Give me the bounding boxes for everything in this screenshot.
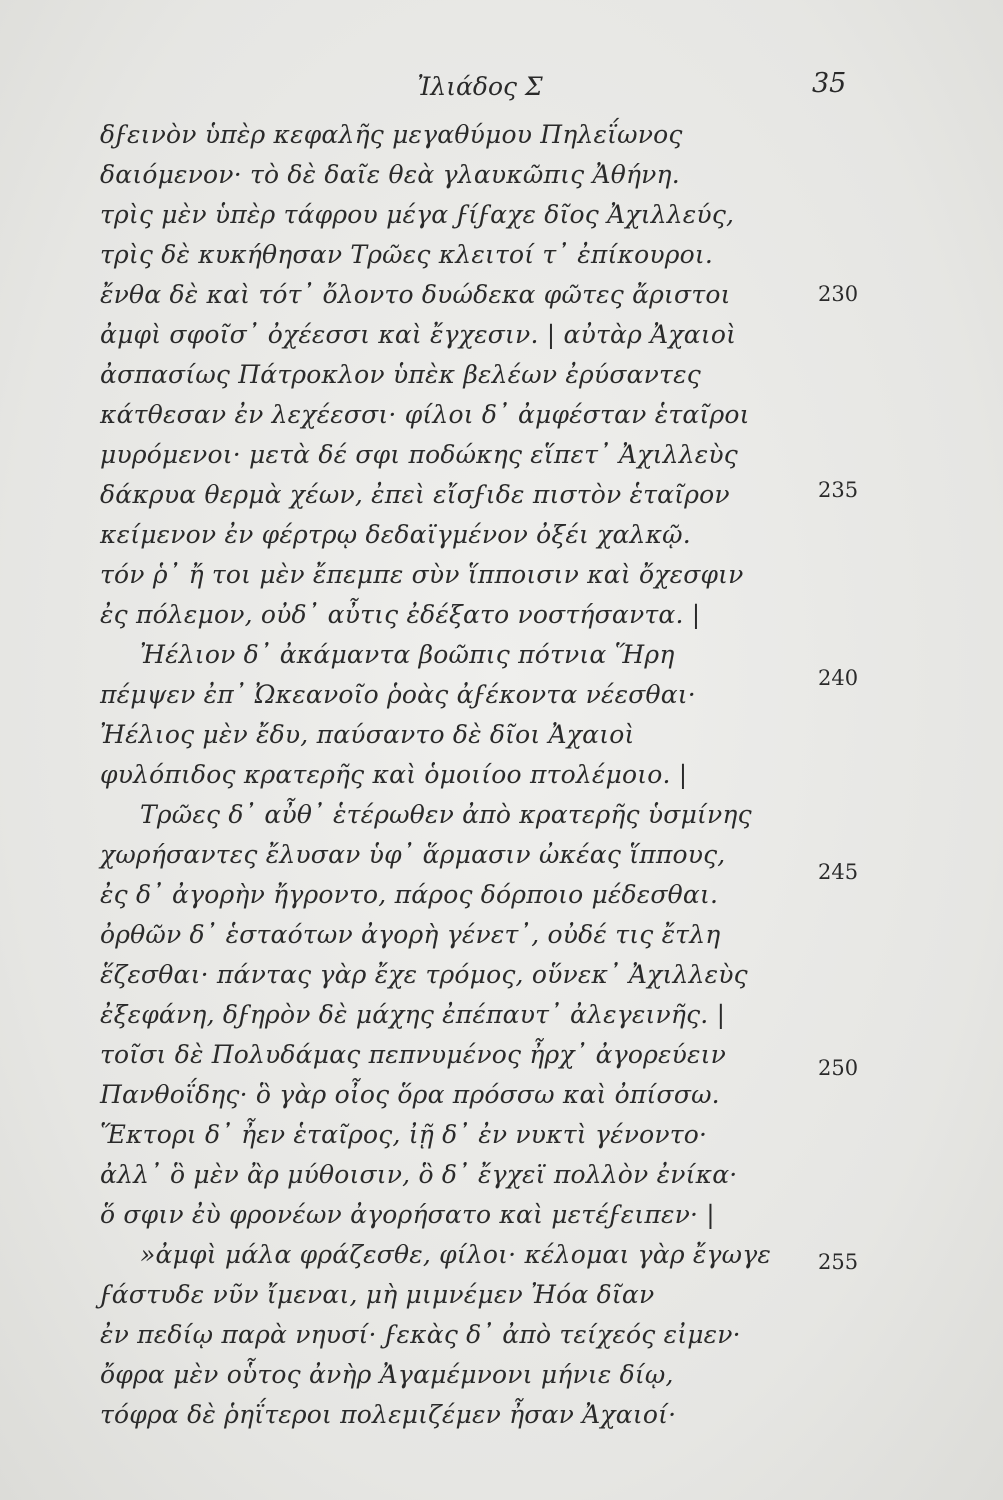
- verse-line: δάκρυα θερμὰ χέων, ἐπεὶ εἴσϝιδε πιστὸν ἑταῖρον: [100, 480, 730, 509]
- page-number: 35: [812, 68, 847, 99]
- verse-line: μυρόμενοι· μετὰ δέ σφι ποδώκης εἵπετ᾽ Ἀχιλλεὺς: [100, 440, 738, 469]
- verse-line: ὄφρα μὲν οὗτος ἀνὴρ Ἀγαμέμνονι μήνιε δίῳ,: [100, 1360, 674, 1389]
- line-number: 240: [818, 666, 859, 690]
- verse-line: κάτθεσαν ἐν λεχέεσσι· φίλοι δ᾽ ἀμφέσταν ἑταῖροι: [100, 400, 750, 429]
- verse-line: φυλόπιδος κρατερῆς καὶ ὁμοιίοο πτολέμοιο. |: [100, 760, 688, 789]
- verse-line: κείμενον ἐν φέρτρῳ δεδαϊγμένον ὀξέι χαλκῷ.: [100, 520, 691, 549]
- verse-line: ϝάστυδε νῦν ἴμεναι, μὴ μιμνέμεν Ἠόα δῖαν: [100, 1280, 655, 1309]
- line-number: 250: [818, 1056, 859, 1080]
- verse-line: »ἀμφὶ μάλα φράζεσθε, φίλοι· κέλομαι γὰρ ἔγωγε: [140, 1240, 772, 1269]
- verse-line: τόν ῥ᾽ ἤ τοι μὲν ἔπεμπε σὺν ἵπποισιν καὶ ὄχεσφιν: [100, 560, 744, 589]
- line-number: 230: [818, 282, 859, 306]
- line-number: 235: [818, 478, 859, 502]
- verse-line: τόφρα δὲ ῥηΐτεροι πολεμιζέμεν ἦσαν Ἀχαιοί·: [100, 1400, 677, 1429]
- verse-line: χωρήσαντες ἔλυσαν ὑφ᾽ ἅρμασιν ὠκέας ἵππους,: [100, 840, 726, 869]
- running-header-title: Ἰλιάδος Σ: [417, 72, 543, 101]
- verse-line: Πανθοΐδης· ὃ γὰρ οἶος ὅρα πρόσσω καὶ ὀπίσσω.: [100, 1080, 720, 1109]
- verse-line: ἀσπασίως Πάτροκλον ὑπὲκ βελέων ἐρύσαντες: [100, 360, 701, 389]
- line-number: 245: [818, 860, 859, 884]
- verse-line: ἐξεφάνη, δϝηρὸν δὲ μάχης ἐπέπαυτ᾽ ἀλεγεινῆς. |: [100, 1000, 726, 1029]
- verse-line: Ἠέλιον δ᾽ ἀκάμαντα βοῶπις πότνια Ἥρη: [140, 640, 675, 669]
- verse-line: δαιόμενον· τὸ δὲ δαῖε θεὰ γλαυκῶπις Ἀθήνη.: [100, 160, 680, 189]
- verse-line: ἔνθα δὲ καὶ τότ᾽ ὄλοντο δυώδεκα φῶτες ἄριστοι: [100, 280, 731, 309]
- verse-line: δϝεινὸν ὑπὲρ κεφαλῆς μεγαθύμου Πηλεΐωνος: [100, 120, 683, 149]
- verse-line: Τρῶες δ᾽ αὖθ᾽ ἑτέρωθεν ἀπὸ κρατερῆς ὑσμίνης: [140, 800, 752, 829]
- verse-line: Ἕκτορι δ᾽ ἦεν ἑταῖρος, ἰῇ δ᾽ ἐν νυκτὶ γένοντο·: [100, 1120, 708, 1149]
- verse-line: ἐν πεδίῳ παρὰ νηυσί· ϝεκὰς δ᾽ ἀπὸ τείχεός εἰμεν·: [100, 1320, 741, 1349]
- verse-line: ὅ σφιν ἐὺ φρονέων ἀγορήσατο καὶ μετέϝειπεν· |: [100, 1200, 715, 1229]
- verse-line: τρὶς μὲν ὑπὲρ τάφρου μέγα ϝίϝαχε δῖος Ἀχιλλεύς,: [100, 200, 735, 229]
- verse-line: πέμψεν ἐπ᾽ Ὠκεανοῖο ῥοὰς ἀϝέκοντα νέεσθαι·: [100, 680, 696, 709]
- verse-line: ἀμφὶ σφοῖσ᾽ ὀχέεσσι καὶ ἔγχεσιν. | αὐτὰρ Ἀχαιοὶ: [100, 320, 737, 349]
- verse-line: ἐς δ᾽ ἀγορὴν ἤγροντο, πάρος δόρποιο μέδεσθαι.: [100, 880, 719, 909]
- verse-line: ἀλλ᾽ ὃ μὲν ἂρ μύθοισιν, ὃ δ᾽ ἔγχεϊ πολλὸν ἐνίκα·: [100, 1160, 738, 1189]
- verse-line: ἐς πόλεμον, οὐδ᾽ αὖτις ἐδέξατο νοστήσαντα. |: [100, 600, 701, 629]
- verse-line: ἕζεσθαι· πάντας γὰρ ἔχε τρόμος, οὕνεκ᾽ Ἀχιλλεὺς: [100, 960, 748, 989]
- line-number: 255: [818, 1250, 859, 1274]
- verse-line: Ἠέλιος μὲν ἔδυ, παύσαντο δὲ δῖοι Ἀχαιοὶ: [100, 720, 635, 749]
- verse-line: τρὶς δὲ κυκήθησαν Τρῶες κλειτοί τ᾽ ἐπίκουροι.: [100, 240, 714, 269]
- verse-line: ὀρθῶν δ᾽ ἑσταότων ἀγορὴ γένετ᾽, οὐδέ τις ἔτλη: [100, 920, 721, 949]
- verse-line: τοῖσι δὲ Πολυδάμας πεπνυμένος ἦρχ᾽ ἀγορεύειν: [100, 1040, 727, 1069]
